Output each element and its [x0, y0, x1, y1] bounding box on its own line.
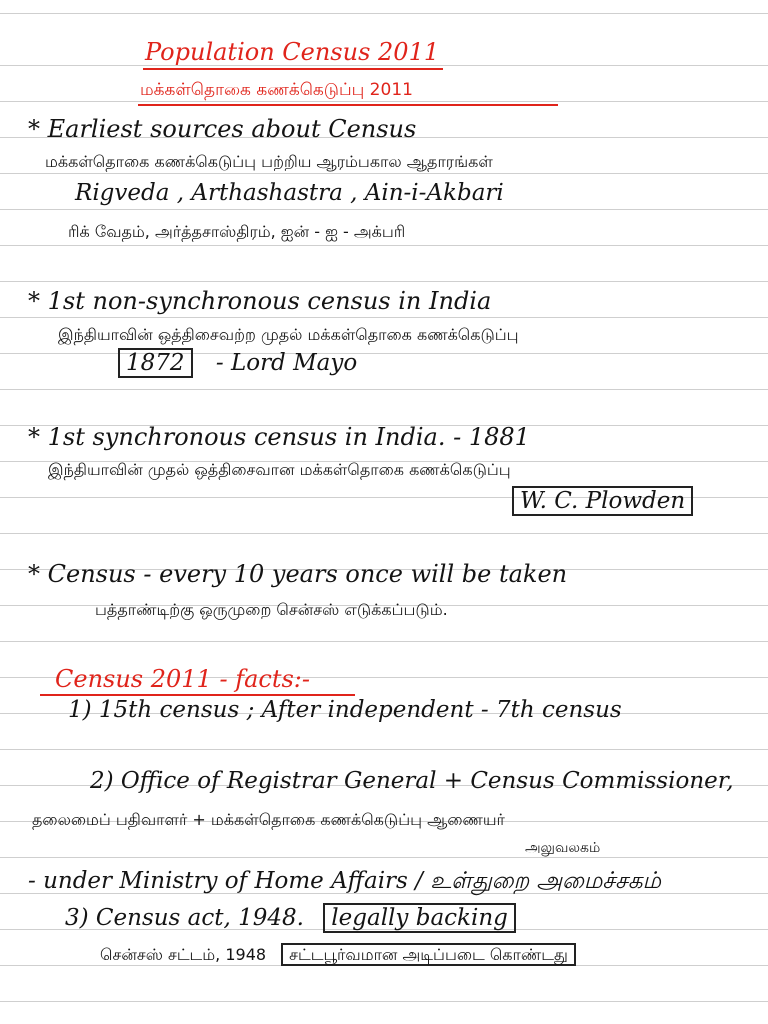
- section-synchronous-tamil: இந்தியாவின் முதல் ஒத்திசைவான மக்கள்தொகை கணக்கெடுப்பு: [48, 460, 511, 479]
- section-earliest-sources-heading: * Earliest sources about Census: [28, 115, 417, 143]
- fact-3-tamil: சென்சஸ் சட்டம், 1948: [100, 945, 267, 964]
- section-non-synchronous-tamil: இந்தியாவின் ஒத்திசைவற்ற முதல் மக்கள்தொகை கணக்கெடுப்பு: [58, 325, 519, 344]
- title-tamil-underline: [138, 104, 558, 106]
- fact-2: 2) Office of Registrar General + Census Commissioner,: [90, 768, 734, 794]
- plowden-line: [512, 488, 693, 514]
- facts-heading: Census 2011 - facts:-: [55, 665, 310, 693]
- lord-mayo: - Lord Mayo: [215, 350, 358, 376]
- section-earliest-sources-tamil: மக்கள்தொகை கணக்கெடுப்பு பற்றிய ஆரம்பகால ஆதாரங்கள்: [45, 152, 493, 171]
- section-non-synchronous-heading: * 1st non-synchronous census in India: [28, 287, 492, 315]
- fact-2-ministry: - under Ministry of Home Affairs / உள்துறை அமைச்சகம்: [28, 868, 662, 894]
- sources-list-tamil: ரிக் வேதம், அர்த்தசாஸ்திரம், ஐன் - ஐ - அக்பரி: [68, 222, 406, 241]
- fact-2-tamil-office: அலுவலகம்: [525, 840, 601, 856]
- fact-3-tamil-box: சட்டபூர்வமான அடிப்படை கொண்டது: [281, 943, 576, 966]
- fact-3-tamil-line: [100, 945, 576, 966]
- year-1872-line: [118, 350, 357, 376]
- plowden-box: W. C. Plowden: [512, 486, 693, 516]
- section-every-10-years-tamil: பத்தாண்டிற்கு ஒருமுறை சென்சஸ் எடுக்கப்படும்.: [95, 600, 448, 619]
- fact-3-box: legally backing: [323, 903, 516, 933]
- fact-3: 3) Census act, 1948.: [65, 905, 304, 931]
- title-underline: [143, 68, 443, 70]
- fact-1: 1) 15th census ; After independent - 7th census: [68, 697, 622, 723]
- page-title: Population Census 2011: [145, 38, 440, 66]
- year-1872-box: 1872: [118, 348, 193, 378]
- fact-2-tamil: தலைமைப் பதிவாளர் + மக்கள்தொகை கணக்கெடுப்பு ஆணையர்: [32, 810, 505, 829]
- section-synchronous-heading: * 1st synchronous census in India. - 1881: [28, 423, 530, 451]
- page-title-tamil: மக்கள்தொகை கணக்கெடுப்பு 2011: [140, 80, 413, 100]
- sources-list: Rigveda , Arthashastra , Ain-i-Akbari: [75, 180, 504, 206]
- facts-heading-underline: [40, 694, 355, 696]
- fact-3-line: [65, 905, 516, 931]
- section-every-10-years-heading: * Census - every 10 years once will be taken: [28, 560, 568, 588]
